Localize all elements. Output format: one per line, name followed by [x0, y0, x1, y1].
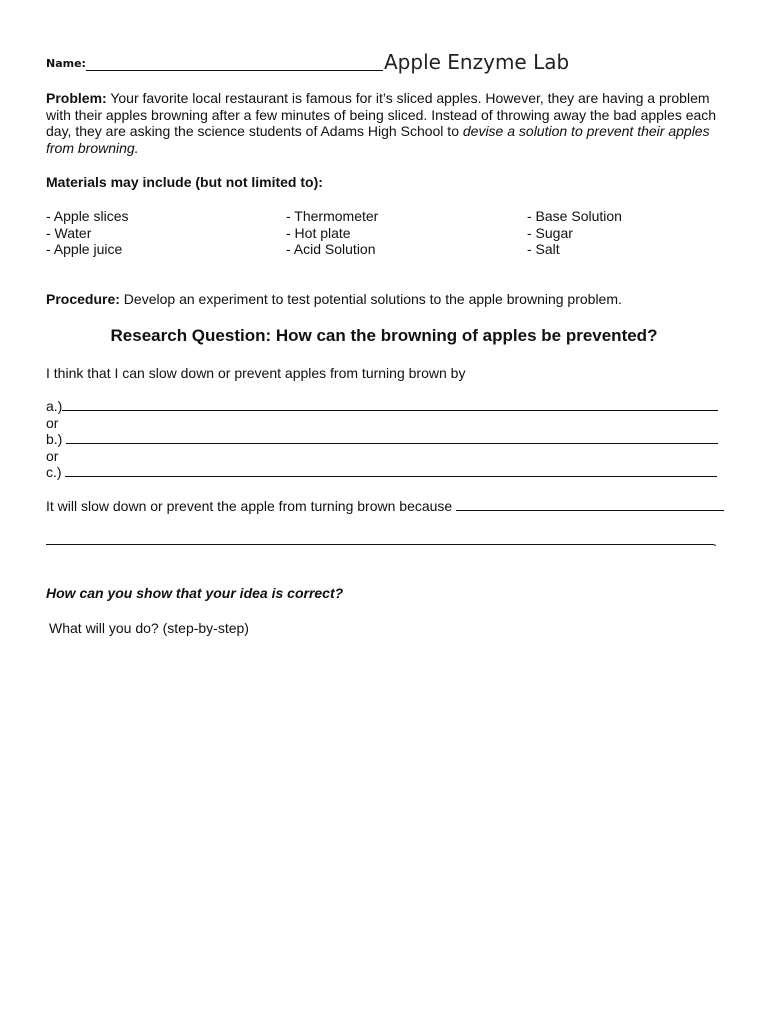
problem-label: Problem:	[46, 90, 107, 106]
material-item: - Apple slices	[46, 208, 129, 224]
answer-c-row	[46, 464, 717, 480]
research-question: Research Question: How can the browning of apples be prevented?	[110, 326, 658, 345]
problem-paragraph	[46, 90, 726, 156]
materials-column-1	[46, 208, 128, 258]
name-blank-line[interactable]	[86, 70, 383, 71]
answer-c-label: c.)	[46, 464, 66, 480]
answer-b-label: b.)	[46, 431, 67, 447]
answer-a-row	[46, 398, 718, 414]
materials-column-3	[527, 208, 622, 258]
material-item: - Apple juice	[46, 241, 123, 257]
material-item: - Salt	[527, 241, 560, 257]
because-row	[46, 498, 724, 514]
answer-b-blank[interactable]	[66, 431, 718, 444]
because-continuation-blank[interactable]	[46, 544, 714, 545]
answer-a-blank[interactable]	[62, 398, 718, 411]
materials-column-2	[286, 208, 378, 258]
because-blank[interactable]	[456, 498, 724, 511]
period-text: .	[713, 533, 717, 549]
material-item: - Thermometer	[286, 208, 379, 224]
or-text: or	[46, 415, 59, 431]
answer-b-row	[46, 431, 718, 447]
procedure-line	[46, 291, 622, 307]
procedure-text: Develop an experiment to test potential solutions to the apple browning problem.	[119, 291, 622, 307]
answer-a-label: a.)	[46, 398, 63, 414]
show-question: How can you show that your idea is correct?	[46, 585, 344, 601]
problem-text: Your favorite local restaurant is famous for it’s sliced apples. However, they are having a problem with their apples browning after a few minutes of being sliced. Instead of throwing away the bad apples each day, they are asking the science students of Adams High School to	[46, 90, 717, 139]
material-item: - Hot plate	[286, 224, 351, 241]
or-text: or	[46, 448, 59, 464]
material-item: - Base Solution	[527, 208, 622, 224]
hypothesis-intro: I think that I can slow down or prevent apples from turning brown by	[46, 365, 466, 381]
material-item: - Water	[46, 224, 92, 241]
page-title: Apple Enzyme Lab	[384, 50, 570, 74]
because-text: It will slow down or prevent the apple from turning brown because	[46, 498, 457, 514]
problem-text-italic: devise a solution to prevent their apples from browning.	[46, 123, 710, 156]
material-item: - Acid Solution	[286, 241, 376, 257]
name-label: Name:	[46, 57, 86, 70]
step-by-step-prompt: What will you do? (step-by-step)	[49, 620, 249, 636]
materials-heading: Materials may include (but not limited to):	[46, 174, 323, 190]
material-item: - Sugar	[527, 224, 573, 241]
answer-c-blank[interactable]	[65, 464, 717, 477]
procedure-label: Procedure:	[46, 291, 120, 307]
